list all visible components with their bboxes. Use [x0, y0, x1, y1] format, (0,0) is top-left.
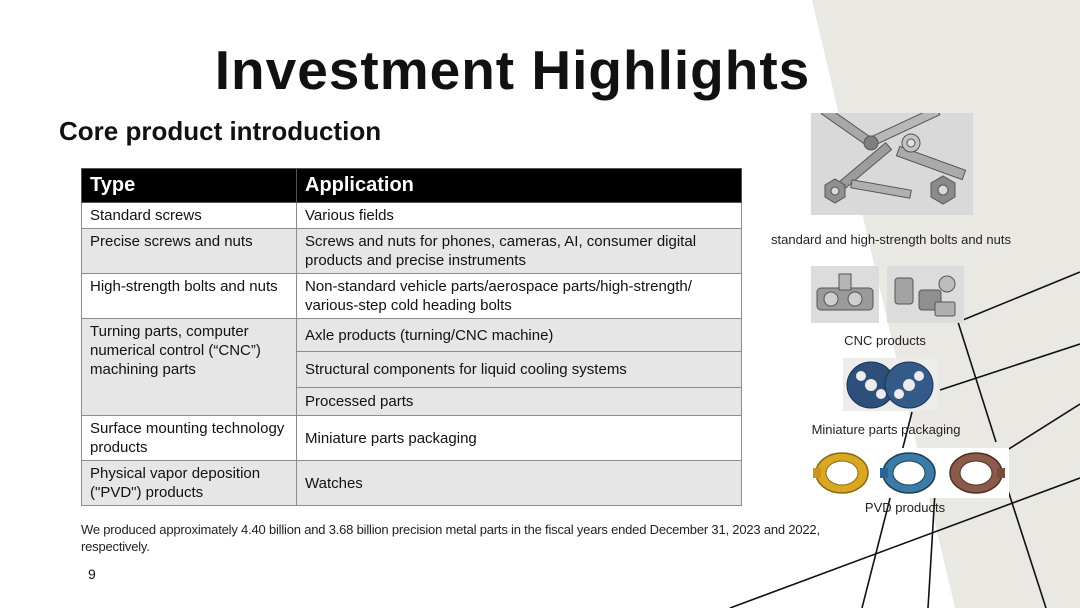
- header-type: Type: [82, 169, 297, 203]
- type-cell: Surface mounting technology products: [82, 416, 297, 461]
- table-row: [82, 416, 742, 461]
- application-cell: Miniature parts packaging: [297, 416, 742, 461]
- page-number: 9: [88, 566, 96, 582]
- type-cell: Precise screws and nuts: [82, 229, 297, 274]
- bolts-nuts-image: [811, 113, 973, 215]
- type-cell: High-strength bolts and nuts: [82, 274, 297, 319]
- bolts-caption: standard and high-strength bolts and nuts: [771, 232, 1011, 247]
- application-cell: Structural components for liquid cooling systems: [297, 352, 742, 388]
- application-cell: Screws and nuts for phones, cameras, AI, consumer digital products and precise instruments: [297, 229, 742, 274]
- table-row: [82, 461, 742, 506]
- type-cell: Physical vapor deposition ("PVD") products: [82, 461, 297, 506]
- pvd-watch-cases-image: [809, 448, 1009, 498]
- table-row: [82, 319, 742, 352]
- type-cell: Standard screws: [82, 203, 297, 229]
- header-application: Application: [297, 169, 742, 203]
- slide-title: Investment Highlights: [214, 39, 811, 101]
- cnc-product-image-1: [811, 266, 879, 323]
- product-table: [81, 168, 742, 506]
- application-cell: Watches: [297, 461, 742, 506]
- packaging-reel-image: [843, 358, 938, 411]
- table-row: [82, 274, 742, 319]
- slide-subtitle: Core product introduction: [59, 116, 382, 146]
- cnc-caption: CNC products: [844, 333, 926, 348]
- pvd-caption: PVD products: [864, 500, 946, 515]
- packaging-caption: Miniature parts packaging: [811, 422, 961, 437]
- type-cell: Turning parts, computer numerical control (“CNC”) machining parts: [82, 319, 297, 416]
- cnc-product-image-2: [887, 266, 964, 323]
- application-cell: Processed parts: [297, 388, 742, 416]
- table-row: [82, 229, 742, 274]
- production-footnote: We produced approximately 4.40 billion and 3.68 billion precision metal parts in the fiscal years ended December 31, 2023 and 2022, respectively.: [81, 522, 820, 554]
- table-row: [82, 203, 742, 229]
- table-header-row: [82, 169, 742, 203]
- application-cell: Axle products (turning/CNC machine): [297, 319, 742, 352]
- application-cell: Non-standard vehicle parts/aerospace parts/high-strength/ various-step cold heading bolts: [297, 274, 742, 319]
- application-cell: Various fields: [297, 203, 742, 229]
